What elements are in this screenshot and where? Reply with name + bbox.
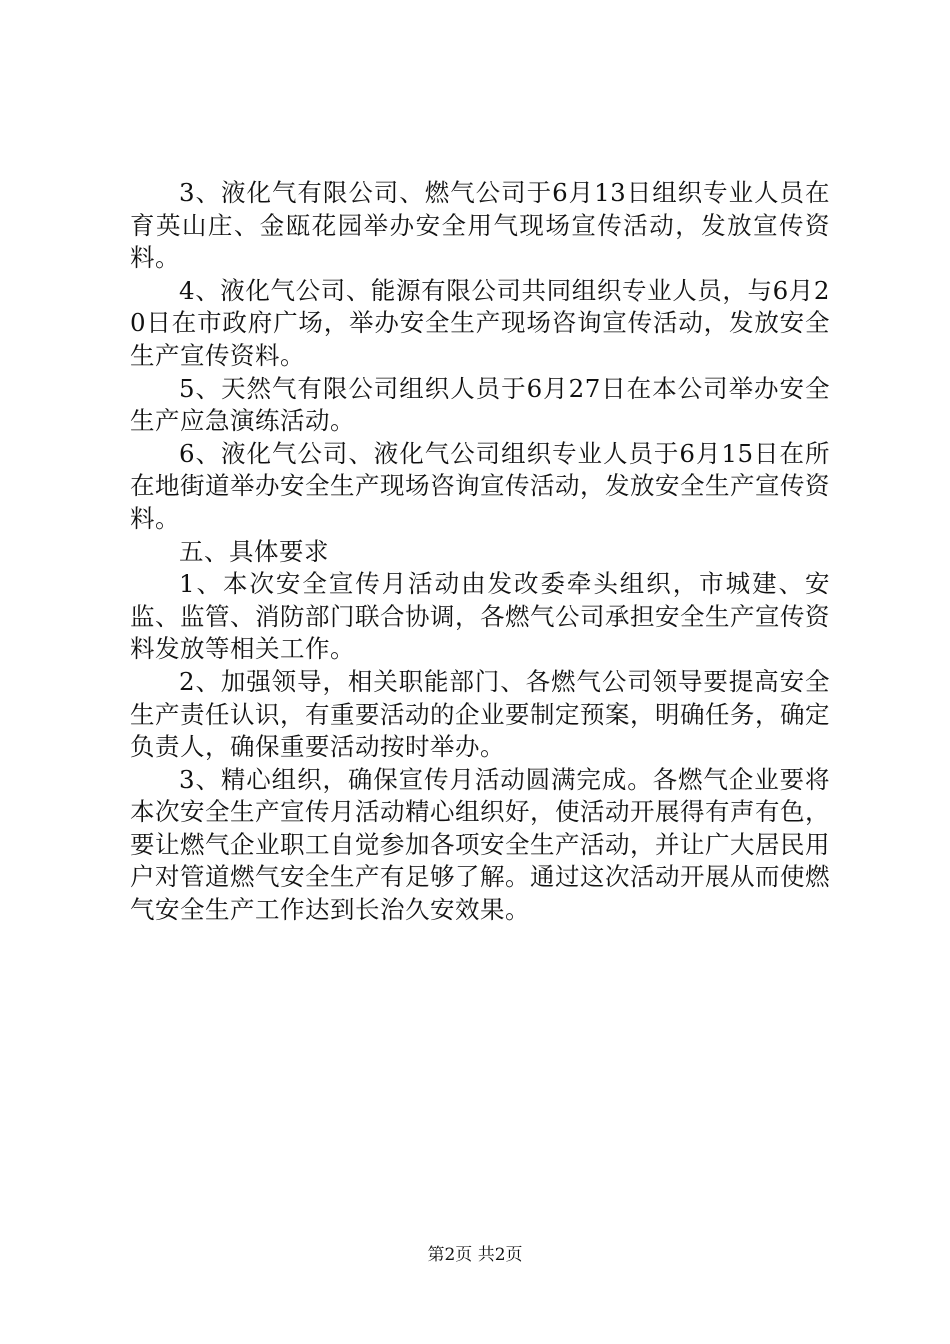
requirement-item-2: 2、加强领导，相关职能部门、各燃气公司领导要提高安全生产责任认识，有重要活动的企业要制定预案，明确任务，确定负责人，确保重要活动按时举办。 xyxy=(130,666,830,762)
paragraph-item-3: 3、液化气有限公司、燃气公司于6月13日组织专业人员在育英山庄、金瓯花园举办安全用气现场宣传活动，发放宣传资料。 xyxy=(130,178,830,273)
requirement-item-3: 3、精心组织，确保宣传月活动圆满完成。各燃气企业要将本次安全生产宣传月活动精心组织好，使活动开展得有声有色，要让燃气企业职工自觉参加各项安全生产活动，并让广大居民用户对管道燃气安全生产有足够了解。通过这次活动开展从而使燃气安全生产工作达到长治久安效果。 xyxy=(130,764,830,925)
section-heading-requirements: 五、具体要求 xyxy=(179,536,329,566)
document-body xyxy=(130,177,830,927)
paragraph-item-5: 5、天然气有限公司组织人员于6月27日在本公司举办安全生产应急演练活动。 xyxy=(130,373,830,436)
paragraph-item-4: 4、液化气公司、能源有限公司共同组织专业人员，与6月20日在市政府广场，举办安全生产现场咨询宣传活动，发放安全生产宣传资料。 xyxy=(130,275,830,370)
page-number-label: 第2页 共2页 xyxy=(427,1245,523,1265)
paragraph-item-6: 6、液化气公司、液化气公司组织专业人员于6月15日在所在地街道举办安全生产现场咨询宣传活动，发放安全生产宣传资料。 xyxy=(130,438,830,533)
requirement-item-1: 1、本次安全宣传月活动由发改委牵头组织，市城建、安监、监管、消防部门联合协调，各燃气公司承担安全生产宣传资料发放等相关工作。 xyxy=(130,569,830,664)
page-footer xyxy=(0,1244,950,1266)
